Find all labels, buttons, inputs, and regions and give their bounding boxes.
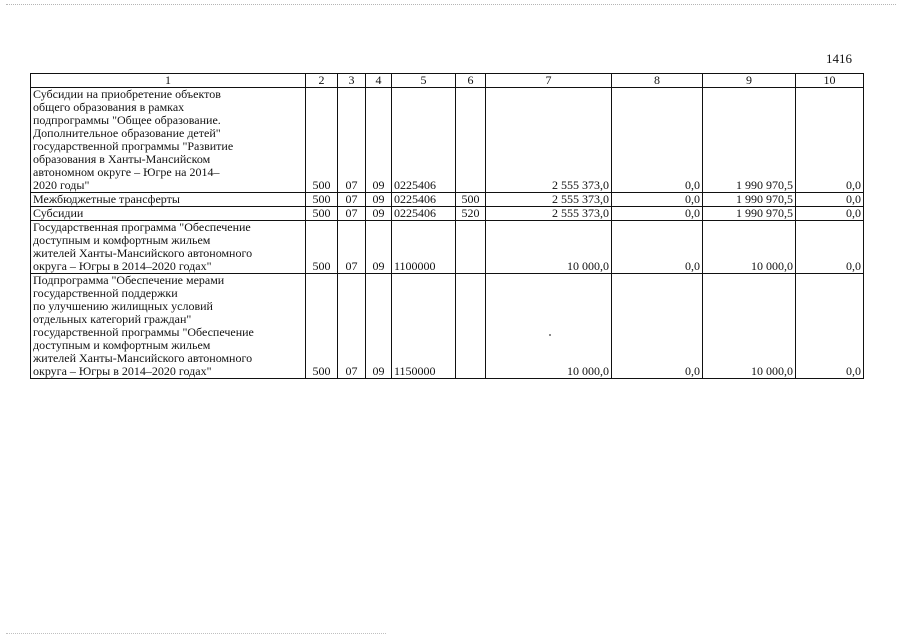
cell-col-9: 1 990 970,5 bbox=[703, 207, 796, 221]
cell-col-10: 0,0 bbox=[796, 274, 864, 379]
column-header-5: 5 bbox=[392, 74, 456, 88]
cell-col-5: 0225406 bbox=[392, 207, 456, 221]
row-name-line: подпрограммы "Общее образование. bbox=[33, 113, 221, 127]
cell-col-7: 2 555 373,0 bbox=[486, 88, 612, 193]
cell-col-4: 09 bbox=[366, 274, 392, 379]
row-name-line: Дополнительное образование детей" bbox=[33, 126, 221, 140]
table-row bbox=[31, 207, 864, 221]
cell-col-3: 07 bbox=[338, 88, 366, 193]
column-header-4: 4 bbox=[366, 74, 392, 88]
cell-col-7: 2 555 373,0 bbox=[486, 193, 612, 207]
cell-col-7: 10 000,0 bbox=[486, 221, 612, 274]
cell-col-10: 0,0 bbox=[796, 207, 864, 221]
cell-col-3: 07 bbox=[338, 221, 366, 274]
column-header-6: 6 bbox=[456, 74, 486, 88]
cell-col-6: 520 bbox=[456, 207, 486, 221]
cell-col-9: 1 990 970,5 bbox=[703, 193, 796, 207]
row-name-line: Субсидии на приобретение объектов bbox=[33, 87, 221, 101]
row-name-line: доступным и комфортным жильем bbox=[33, 233, 211, 247]
scan-artifact-bottom bbox=[6, 633, 386, 634]
row-name-line: государственной программы "Обеспечение bbox=[33, 325, 254, 339]
cell-col-5: 1100000 bbox=[392, 221, 456, 274]
cell-col-3: 07 bbox=[338, 207, 366, 221]
table-header-row bbox=[31, 74, 864, 88]
cell-col-10: 0,0 bbox=[796, 88, 864, 193]
row-name-line: жителей Ханты-Мансийского автономного bbox=[33, 246, 253, 260]
row-name-line: Субсидии bbox=[33, 206, 84, 220]
cell-col-9: 10 000,0 bbox=[703, 274, 796, 379]
cell-col-5: 0225406 bbox=[392, 88, 456, 193]
cell-col-2: 500 bbox=[306, 88, 338, 193]
cell-col-8: 0,0 bbox=[612, 193, 703, 207]
column-header-2: 2 bbox=[306, 74, 338, 88]
cell-col-2: 500 bbox=[306, 207, 338, 221]
cell-col-3: 07 bbox=[338, 274, 366, 379]
column-header-3: 3 bbox=[338, 74, 366, 88]
cell-col-4: 09 bbox=[366, 88, 392, 193]
row-name-cell bbox=[31, 88, 306, 193]
cell-col-6: 500 bbox=[456, 193, 486, 207]
row-name-cell bbox=[31, 207, 306, 221]
cell-col-7: 2 555 373,0 bbox=[486, 207, 612, 221]
cell-col-7: 10 000,0 bbox=[486, 274, 612, 379]
cell-col-8: 0,0 bbox=[612, 88, 703, 193]
column-header-8: 8 bbox=[612, 74, 703, 88]
row-name-line: общего образования в рамках bbox=[33, 100, 185, 114]
row-name-line: государственной программы "Развитие bbox=[33, 139, 234, 153]
cell-col-5: 1150000 bbox=[392, 274, 456, 379]
scan-speck bbox=[549, 334, 551, 336]
table-row bbox=[31, 88, 864, 193]
cell-col-2: 500 bbox=[306, 193, 338, 207]
cell-col-10: 0,0 bbox=[796, 221, 864, 274]
table-row bbox=[31, 193, 864, 207]
cell-col-3: 07 bbox=[338, 193, 366, 207]
row-name-line: отдельных категорий граждан" bbox=[33, 312, 192, 326]
column-header-10: 10 bbox=[796, 74, 864, 88]
cell-col-4: 09 bbox=[366, 221, 392, 274]
row-name-line: Межбюджетные трансферты bbox=[33, 192, 180, 206]
row-name-cell bbox=[31, 221, 306, 274]
cell-col-8: 0,0 bbox=[612, 274, 703, 379]
table-row bbox=[31, 274, 864, 379]
row-name-line: округа – Югры в 2014–2020 годах" bbox=[33, 259, 212, 273]
row-name-line: Подпрограмма "Обеспечение мерами bbox=[33, 273, 225, 287]
cell-col-8: 0,0 bbox=[612, 221, 703, 274]
cell-col-9: 10 000,0 bbox=[703, 221, 796, 274]
cell-col-6 bbox=[456, 88, 486, 193]
cell-col-2: 500 bbox=[306, 274, 338, 379]
cell-col-2: 500 bbox=[306, 221, 338, 274]
page-number: 1416 bbox=[826, 51, 852, 66]
row-name-line: Государственная программа "Обеспечение bbox=[33, 220, 251, 234]
row-name-line: доступным и комфортным жильем bbox=[33, 338, 211, 352]
row-name-line: округа – Югры в 2014–2020 годах" bbox=[33, 364, 212, 378]
row-name-line: образования в Ханты-Мансийском bbox=[33, 152, 211, 166]
budget-table bbox=[30, 73, 864, 379]
cell-col-5: 0225406 bbox=[392, 193, 456, 207]
column-header-7: 7 bbox=[486, 74, 612, 88]
row-name-cell bbox=[31, 274, 306, 379]
table-row bbox=[31, 221, 864, 274]
cell-col-6 bbox=[456, 274, 486, 379]
column-header-9: 9 bbox=[703, 74, 796, 88]
row-name-line: государственной поддержки bbox=[33, 286, 178, 300]
cell-col-6 bbox=[456, 221, 486, 274]
cell-col-4: 09 bbox=[366, 207, 392, 221]
column-header-1: 1 bbox=[31, 74, 306, 88]
row-name-line: автономном округе – Югре на 2014– bbox=[33, 165, 220, 179]
row-name-line: по улучшению жилищных условий bbox=[33, 299, 213, 313]
row-name-line: жителей Ханты-Мансийского автономного bbox=[33, 351, 253, 365]
cell-col-4: 09 bbox=[366, 193, 392, 207]
cell-col-9: 1 990 970,5 bbox=[703, 88, 796, 193]
row-name-line: 2020 годы" bbox=[33, 178, 90, 192]
cell-col-8: 0,0 bbox=[612, 207, 703, 221]
scan-artifact-top bbox=[6, 4, 896, 5]
row-name-cell bbox=[31, 193, 306, 207]
cell-col-10: 0,0 bbox=[796, 193, 864, 207]
